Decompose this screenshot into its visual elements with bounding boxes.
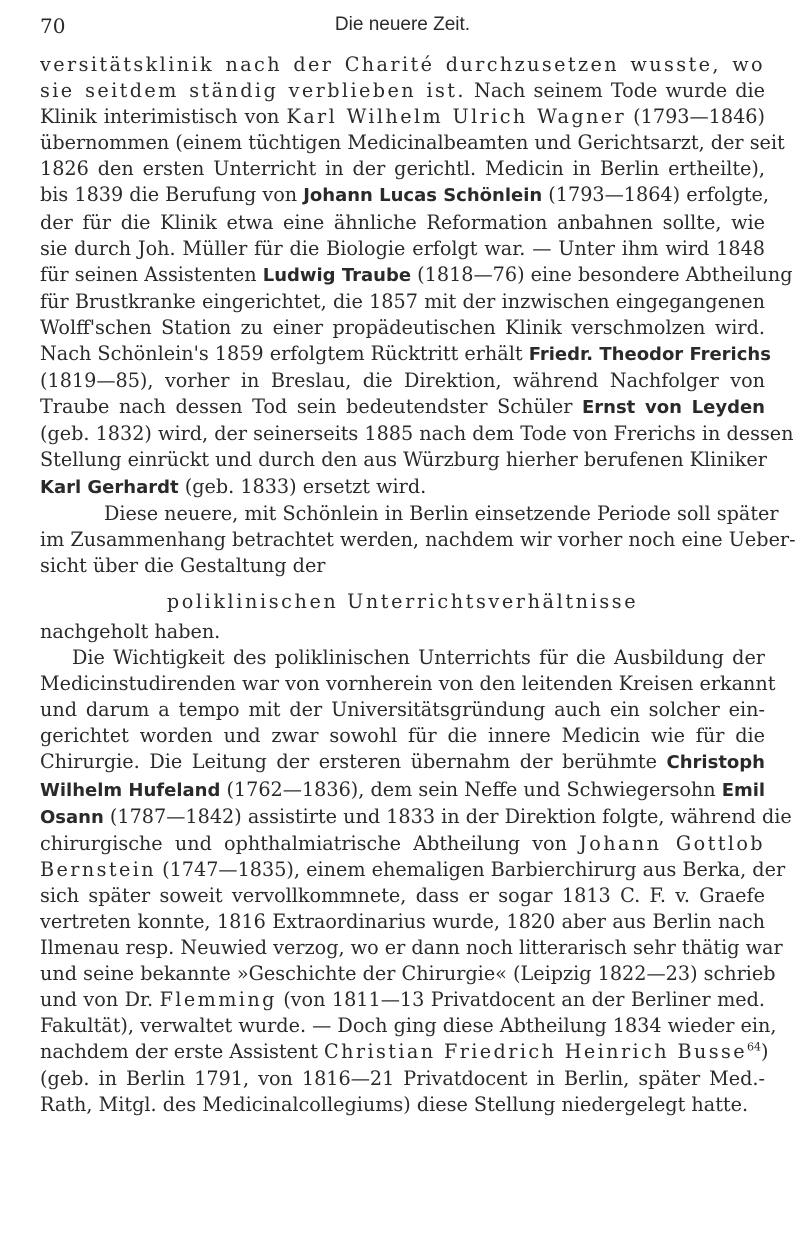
text-line: Osann (1787—1842) assistirte und 1833 in der Direktion folgte, während die	[40, 804, 792, 828]
text-line: Fakultät), verwaltet wurde. — Doch ging diese Abtheilung 1834 wieder ein,	[40, 1014, 777, 1038]
text-line: Ilmenau resp. Neuwied verzog, wo er dann noch litterarisch sehr thätig war	[40, 936, 783, 960]
text-line: bis 1839 die Berufung von Johann Lucas Schönlein (1793—1864) erfolgte,	[40, 183, 769, 207]
text-line: sicht über die Gestaltung der	[40, 553, 326, 577]
footnote-marker: 64	[746, 1041, 761, 1055]
text-line: für Brustkranke eingerichtet, die 1857 mit der inzwischen eingegangenen	[40, 289, 765, 313]
person-name: Johann Lucas Schönlein	[303, 185, 543, 207]
text-line: der für die Klinik etwa eine ähnliche Reformation anbahnen sollte, wie	[40, 210, 765, 234]
running-title: Die neuere Zeit.	[334, 14, 471, 35]
text-line: sie seitdem ständig verblieben ist. Nach seinem Tode wurde die	[40, 79, 766, 103]
text-line: Traube nach dessen Tod sein bedeutendster Schüler Ernst von Leyden	[40, 395, 765, 419]
text-line: vertreten konnte, 1816 Extraordinarius wurde, 1820 aber aus Berlin nach	[40, 910, 765, 933]
text-line: nachgeholt haben.	[40, 619, 221, 643]
text-line: Medicinstudirenden war von vornherein von den leitenden Kreisen erkannt	[40, 672, 776, 696]
paragraph-4	[40, 645, 792, 1118]
text-line: Wolff'schen Station zu einer propädeutischen Klinik verschmolzen wird.	[40, 315, 765, 339]
paragraph-3	[40, 619, 765, 645]
person-name: Christian Friedrich Heinrich Busse	[324, 1040, 747, 1064]
text-line: und von Dr. Flemming (von 1811—13 Privatdocent an der Berliner med.	[40, 988, 765, 1012]
paragraph-1	[40, 52, 794, 501]
text-line: (1819—85), vorher in Breslau, die Direktion, während Nachfolger von	[40, 369, 765, 393]
text-line: versitätsklinik nach der Charité durchzusetzen wusste, wo	[40, 53, 765, 76]
person-name: Flemming	[159, 988, 277, 1012]
text-line: Chirurgie. Die Leitung der ersteren übernahm der berühmte Christoph	[40, 750, 765, 774]
text-line: im Zusammenhang betrachtet werden, nachdem wir vorher noch eine Ueber-	[40, 527, 796, 551]
text-line: Die Wichtigkeit des poliklinischen Unterrichts für die Ausbildung der	[72, 646, 765, 670]
person-name: Emil	[721, 779, 766, 801]
text-line: chirurgische und ophthalmiatrische Abtheilung von Johann Gottlob	[40, 831, 765, 855]
body-text	[40, 52, 796, 1118]
person-name: Ludwig Traube	[262, 264, 412, 286]
text-line: 1826 den ersten Unterricht in der gerichtl. Medicin in Berlin ertheilte),	[40, 157, 765, 181]
person-name: Karl Wilhelm Ulrich Wagner	[286, 105, 627, 129]
text-line: übernommen (einem tüchtigen Medicinalbeamten und Gerichtsarzt, der seit	[40, 131, 785, 155]
text-line: (geb. 1832) wird, der seinerseits 1885 nach dem Tode von Frerichs in dessen	[40, 422, 794, 446]
text-line: Nach Schönlein's 1859 erfolgtem Rücktritt erhält Friedr. Theodor Frerichs	[40, 342, 771, 366]
text-line: und seine bekannte »Geschichte der Chirurgie« (Leipzig 1822—23) schrieb	[40, 962, 776, 986]
text-line: Klinik interimistisch von Karl Wilhelm Ulrich Wagner (1793—1846)	[40, 105, 765, 129]
page-number: 70	[40, 14, 66, 38]
text-line: sie durch Joh. Müller für die Biologie erfolgt war. — Unter ihm wird 1848	[40, 236, 765, 260]
text-line: nachdem der erste Assistent Christian Friedrich Heinrich Busse$^{64}$)	[40, 1040, 769, 1064]
page-header	[40, 14, 765, 40]
text-line: Wilhelm Hufeland (1762—1836), dem sein Neffe und Schwiegersohn Emil	[40, 777, 766, 801]
text-line: Diese neuere, mit Schönlein in Berlin einsetzende Periode soll später	[104, 501, 779, 525]
person-name: Wilhelm Hufeland	[40, 779, 221, 801]
text-line: Rath, Mitgl. des Medicinalcollegiums) diese Stellung niedergelegt hatte.	[40, 1092, 749, 1116]
text-line: für seinen Assistenten Ludwig Traube (1818—76) eine besondere Abtheilung	[40, 262, 793, 286]
text-line: (geb. in Berlin 1791, von 1816—21 Privatdocent in Berlin, später Med.-	[40, 1066, 765, 1090]
section-heading: poliklinischen Unterrichtsverhältnisse	[166, 589, 639, 613]
person-name: Bernstein	[40, 857, 156, 881]
paragraph-2	[40, 501, 796, 579]
person-name: Ernst von Leyden	[581, 397, 765, 419]
person-name: Osann	[40, 806, 104, 828]
text-line: und darum a tempo mit der Universitätsgründung auch ein solcher ein-	[40, 698, 765, 722]
person-name: Friedr. Theodor Frerichs	[528, 344, 771, 366]
text-line: sich später soweit vervollkommnete, dass er sogar 1813 C. F. v. Graefe	[40, 883, 765, 907]
text-line: Stellung einrückt und durch den aus Würzburg hierher berufenen Kliniker	[40, 448, 767, 472]
text-line: Karl Gerhardt (geb. 1833) ersetzt wird.	[40, 474, 427, 498]
text-line: gerichtet worden und zwar sowohl für die innere Medicin wie für die	[40, 724, 765, 748]
text-line: Bernstein (1747—1835), einem ehemaligen Barbierchirurg aus Berka, der	[40, 857, 786, 881]
person-name: Karl Gerhardt	[40, 476, 179, 498]
person-name: Christoph	[666, 752, 765, 774]
person-name: Johann Gottlob	[579, 831, 765, 855]
